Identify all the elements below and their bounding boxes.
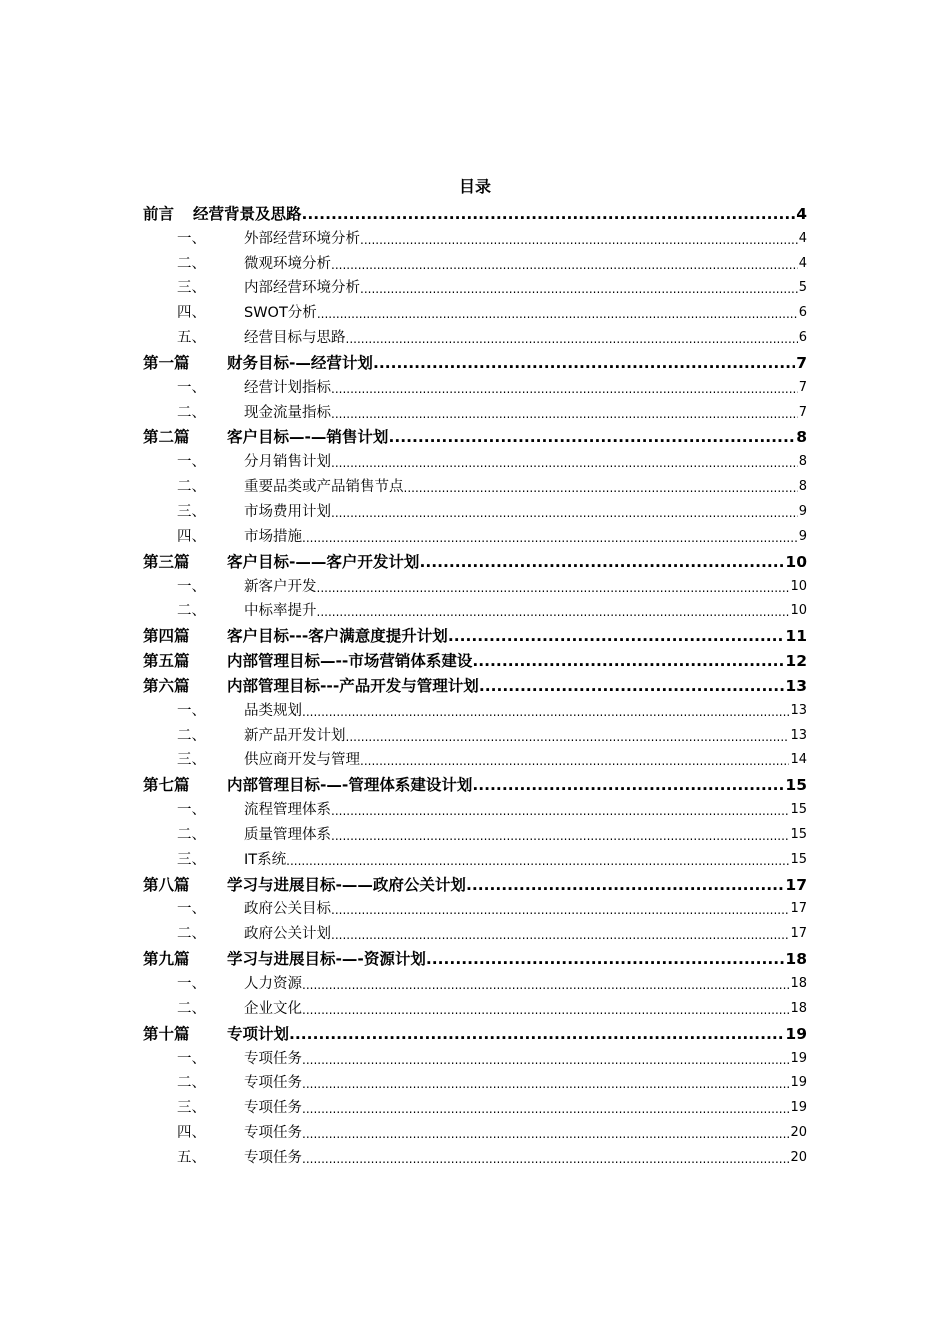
dot-leader [360, 753, 789, 770]
dot-leader [479, 676, 785, 696]
toc-section-entry[interactable] [143, 373, 807, 398]
dot-leader [331, 406, 798, 423]
toc-entry-title: 新产品开发计划 [244, 727, 346, 744]
toc-entry-number: 三、 [177, 752, 206, 769]
toc-entry-page-number: 13 [790, 727, 807, 743]
toc-section-entry[interactable] [143, 572, 807, 597]
toc-section-entry[interactable] [143, 1093, 807, 1118]
toc-title: 目录 [458, 177, 491, 196]
dot-leader [331, 257, 798, 274]
toc-entry-number: 第十篇 [143, 1024, 190, 1043]
dot-leader [302, 204, 796, 224]
dot-leader [302, 1052, 789, 1069]
toc-section-entry[interactable] [143, 994, 807, 1019]
toc-entry-number: 一、 [177, 802, 206, 819]
dot-leader [331, 455, 798, 472]
toc-entry-title: 质量管理体系 [244, 826, 331, 843]
toc-entry-title: 新客户开发 [244, 578, 317, 595]
toc-entry-title: 内部管理目标-—-管理体系建设计划 [227, 776, 473, 795]
toc-entry-title: 人力资源 [244, 976, 302, 992]
dot-leader [302, 1002, 789, 1019]
toc-entry-page-number: 4 [798, 255, 807, 271]
toc-entry-number: 四、 [177, 305, 206, 322]
toc-chapter-entry[interactable] [143, 547, 807, 572]
toc-entry-page-number: 10 [785, 552, 807, 571]
dot-leader [302, 1101, 789, 1118]
toc-entry-title: IT系统 [244, 851, 287, 868]
toc-section-entry[interactable] [143, 919, 807, 944]
toc-entry-number: 第二篇 [143, 428, 190, 447]
toc-section-entry[interactable] [143, 721, 807, 746]
toc-entry-number: 二、 [177, 404, 206, 421]
toc-chapter-entry[interactable] [143, 1019, 807, 1044]
toc-section-entry[interactable] [143, 696, 807, 721]
toc-entry-title: 专项任务 [244, 1050, 302, 1067]
toc-entry-title: 中标率提升 [244, 603, 317, 620]
dot-leader [331, 505, 798, 522]
table-of-contents [143, 199, 807, 1168]
toc-section-entry[interactable] [143, 1069, 807, 1094]
toc-entry-page-number: 7 [796, 353, 807, 372]
toc-section-entry[interactable] [143, 1044, 807, 1069]
dot-leader [317, 580, 790, 597]
toc-section-entry[interactable] [143, 597, 807, 622]
toc-chapter-entry[interactable] [143, 646, 807, 671]
dot-leader [302, 1076, 789, 1093]
toc-entry-number: 第五篇 [143, 652, 190, 671]
toc-entry-page-number: 10 [790, 603, 807, 619]
toc-entry-title: 财务目标-—经营计划 [227, 353, 373, 372]
toc-entry-number: 前言 [143, 204, 175, 223]
toc-section-entry[interactable] [143, 1143, 807, 1168]
dot-leader [360, 281, 798, 298]
toc-section-entry[interactable] [143, 298, 807, 323]
toc-entry-title: 流程管理体系 [244, 802, 331, 819]
toc-entry-page-number: 19 [790, 1100, 807, 1116]
toc-entry-title: 专项任务 [244, 1075, 302, 1092]
toc-entry-title: 客户目标---客户满意度提升计划 [227, 627, 448, 646]
toc-section-entry[interactable] [143, 1118, 807, 1143]
toc-entry-title: 品类规划 [244, 702, 302, 719]
toc-entry-number: 二、 [177, 1075, 206, 1092]
toc-entry-page-number: 7 [798, 379, 807, 395]
toc-entry-title: 微观环境分析 [244, 255, 331, 272]
toc-chapter-entry[interactable] [143, 944, 807, 969]
toc-entry-number: 一、 [177, 379, 206, 396]
toc-entry-title: 专项任务 [244, 1149, 302, 1166]
toc-entry-page-number: 8 [798, 479, 807, 495]
toc-section-entry[interactable] [143, 224, 807, 249]
toc-section-entry[interactable] [143, 895, 807, 920]
toc-section-entry[interactable] [143, 522, 807, 547]
toc-entry-title: 内部经营环境分析 [244, 280, 360, 297]
dot-leader [346, 729, 790, 746]
dot-leader [302, 530, 798, 547]
toc-entry-number: 五、 [177, 1149, 206, 1166]
toc-entry-number: 一、 [177, 454, 206, 471]
toc-entry-number: 一、 [177, 702, 206, 719]
toc-entry-page-number: 19 [790, 1050, 807, 1066]
toc-entry-page-number: 11 [785, 627, 807, 646]
toc-entry-page-number: 4 [798, 230, 807, 246]
dot-leader [331, 902, 789, 919]
toc-entry-title: 企业文化 [244, 1000, 302, 1017]
toc-entry-page-number: 20 [790, 1125, 807, 1141]
dot-leader [302, 1151, 789, 1168]
toc-entry-title: 外部经营环境分析 [244, 230, 360, 247]
toc-chapter-entry[interactable] [143, 671, 807, 696]
toc-entry-title: 经营计划指标 [244, 379, 331, 396]
toc-entry-number: 二、 [177, 1000, 206, 1017]
toc-entry-page-number: 18 [785, 950, 807, 969]
toc-entry-page-number: 12 [785, 652, 807, 671]
toc-entry-page-number: 6 [798, 305, 807, 321]
toc-entry-number: 第八篇 [143, 875, 190, 894]
toc-section-entry[interactable] [143, 497, 807, 522]
toc-entry-title: 政府公关目标 [244, 901, 331, 918]
dot-leader [331, 927, 789, 944]
dot-leader [404, 480, 798, 497]
toc-entry-page-number: 14 [790, 752, 807, 768]
toc-entry-number: 一、 [177, 1050, 206, 1067]
toc-chapter-entry[interactable] [143, 348, 807, 373]
toc-section-entry[interactable] [143, 274, 807, 299]
toc-entry-title: 专项计划 [227, 1024, 290, 1043]
dot-leader [472, 775, 784, 795]
toc-entry-page-number: 17 [785, 875, 807, 894]
dot-leader [286, 853, 789, 870]
toc-entry-page-number: 15 [790, 826, 807, 842]
dot-leader [302, 1126, 789, 1143]
toc-entry-number: 三、 [177, 1100, 206, 1117]
dot-leader [331, 381, 798, 398]
toc-entry-title: 内部管理目标—--市场营销体系建设 [227, 652, 473, 671]
dot-leader [317, 306, 798, 323]
toc-entry-page-number: 18 [790, 1000, 807, 1016]
toc-entry-number: 第三篇 [143, 552, 190, 571]
dot-leader [466, 875, 784, 895]
toc-entry-number: 第七篇 [143, 776, 190, 795]
toc-section-entry[interactable] [143, 472, 807, 497]
dot-leader [289, 1024, 784, 1044]
toc-entry-page-number: 7 [798, 404, 807, 420]
toc-entry-page-number: 8 [798, 454, 807, 470]
dot-leader [419, 552, 784, 572]
toc-entry-title: 分月销售计划 [244, 454, 331, 471]
dot-leader [302, 977, 789, 994]
toc-entry-number: 三、 [177, 280, 206, 297]
toc-entry-number: 五、 [177, 330, 206, 347]
toc-entry-title: 学习与进展目标-—-资源计划 [227, 950, 426, 969]
toc-entry-title: 经营目标与思路 [244, 330, 346, 347]
toc-entry-title: 市场措施 [244, 528, 302, 545]
toc-entry-page-number: 8 [796, 428, 807, 447]
toc-entry-title: 政府公关计划 [244, 926, 331, 943]
toc-entry-page-number: 19 [790, 1075, 807, 1091]
dot-leader [426, 949, 785, 969]
toc-entry-number: 一、 [177, 230, 206, 247]
toc-section-entry[interactable] [143, 746, 807, 771]
toc-chapter-entry[interactable] [143, 870, 807, 895]
toc-section-entry[interactable] [143, 447, 807, 472]
toc-entry-page-number: 18 [790, 976, 807, 991]
dot-leader [360, 232, 798, 249]
toc-entry-title: 专项任务 [244, 1125, 302, 1142]
dot-leader [302, 704, 789, 721]
toc-entry-number: 第六篇 [143, 676, 190, 695]
toc-entry-number: 二、 [177, 727, 206, 744]
toc-entry-page-number: 15 [790, 851, 807, 867]
toc-section-entry[interactable] [143, 795, 807, 820]
toc-entry-number: 一、 [177, 901, 206, 918]
toc-entry-number: 一、 [177, 976, 206, 992]
toc-entry-number: 四、 [177, 528, 206, 545]
toc-entry-title: 供应商开发与管理 [244, 752, 360, 769]
toc-section-entry[interactable] [143, 398, 807, 423]
toc-section-entry[interactable] [143, 820, 807, 845]
toc-entry-title: 客户目标-——客户开发计划 [227, 552, 420, 571]
toc-section-entry[interactable] [143, 845, 807, 870]
toc-entry-number: 三、 [177, 503, 206, 520]
toc-entry-number: 二、 [177, 255, 206, 272]
toc-entry-page-number: 9 [798, 503, 807, 519]
toc-section-entry[interactable] [143, 323, 807, 348]
toc-entry-title: 专项任务 [244, 1100, 302, 1117]
toc-entry-page-number: 6 [798, 330, 807, 346]
toc-entry-title: 重要品类或产品销售节点 [244, 479, 404, 496]
toc-entry-page-number: 13 [790, 702, 807, 718]
toc-entry-title: 客户目标—-—销售计划 [227, 428, 389, 447]
dot-leader [317, 604, 790, 621]
dot-leader [472, 651, 784, 671]
toc-entry-page-number: 15 [785, 776, 807, 795]
toc-chapter-entry[interactable] [143, 621, 807, 646]
toc-entry-title: 经营背景及思路 [193, 204, 302, 223]
toc-entry-page-number: 9 [798, 528, 807, 544]
toc-entry-title: SWOT分析 [244, 305, 317, 322]
dot-leader [388, 427, 795, 447]
toc-entry-title: 市场费用计划 [244, 503, 331, 520]
toc-section-entry[interactable] [143, 249, 807, 274]
toc-entry-number: 一、 [177, 578, 206, 595]
dot-leader [373, 353, 795, 373]
toc-entry-page-number: 15 [790, 802, 807, 818]
toc-chapter-entry[interactable] [143, 199, 807, 224]
toc-entry-title: 学习与进展目标-——政府公关计划 [227, 875, 466, 894]
toc-chapter-entry[interactable] [143, 770, 807, 795]
toc-entry-number: 第一篇 [143, 353, 190, 372]
toc-entry-number: 二、 [177, 926, 206, 943]
dot-leader [331, 803, 789, 820]
toc-section-entry[interactable] [143, 969, 807, 994]
dot-leader [346, 331, 798, 348]
toc-entry-number: 四、 [177, 1125, 206, 1142]
toc-entry-page-number: 17 [790, 926, 807, 942]
toc-chapter-entry[interactable] [143, 423, 807, 448]
dot-leader [448, 626, 785, 646]
toc-entry-number: 二、 [177, 603, 206, 620]
toc-entry-page-number: 10 [790, 578, 807, 594]
toc-entry-number: 第九篇 [143, 950, 190, 969]
toc-entry-page-number: 20 [790, 1149, 807, 1165]
toc-entry-title: 内部管理目标---产品开发与管理计划 [227, 676, 479, 695]
toc-entry-page-number: 13 [785, 676, 807, 695]
toc-entry-page-number: 5 [798, 280, 807, 296]
toc-entry-number: 第四篇 [143, 627, 190, 646]
toc-entry-title: 现金流量指标 [244, 404, 331, 421]
toc-entry-number: 二、 [177, 826, 206, 843]
toc-entry-page-number: 19 [785, 1024, 807, 1043]
dot-leader [331, 828, 789, 845]
toc-entry-page-number: 4 [796, 204, 807, 223]
toc-entry-page-number: 17 [790, 901, 807, 917]
toc-entry-number: 二、 [177, 479, 206, 496]
toc-entry-number: 三、 [177, 851, 206, 868]
